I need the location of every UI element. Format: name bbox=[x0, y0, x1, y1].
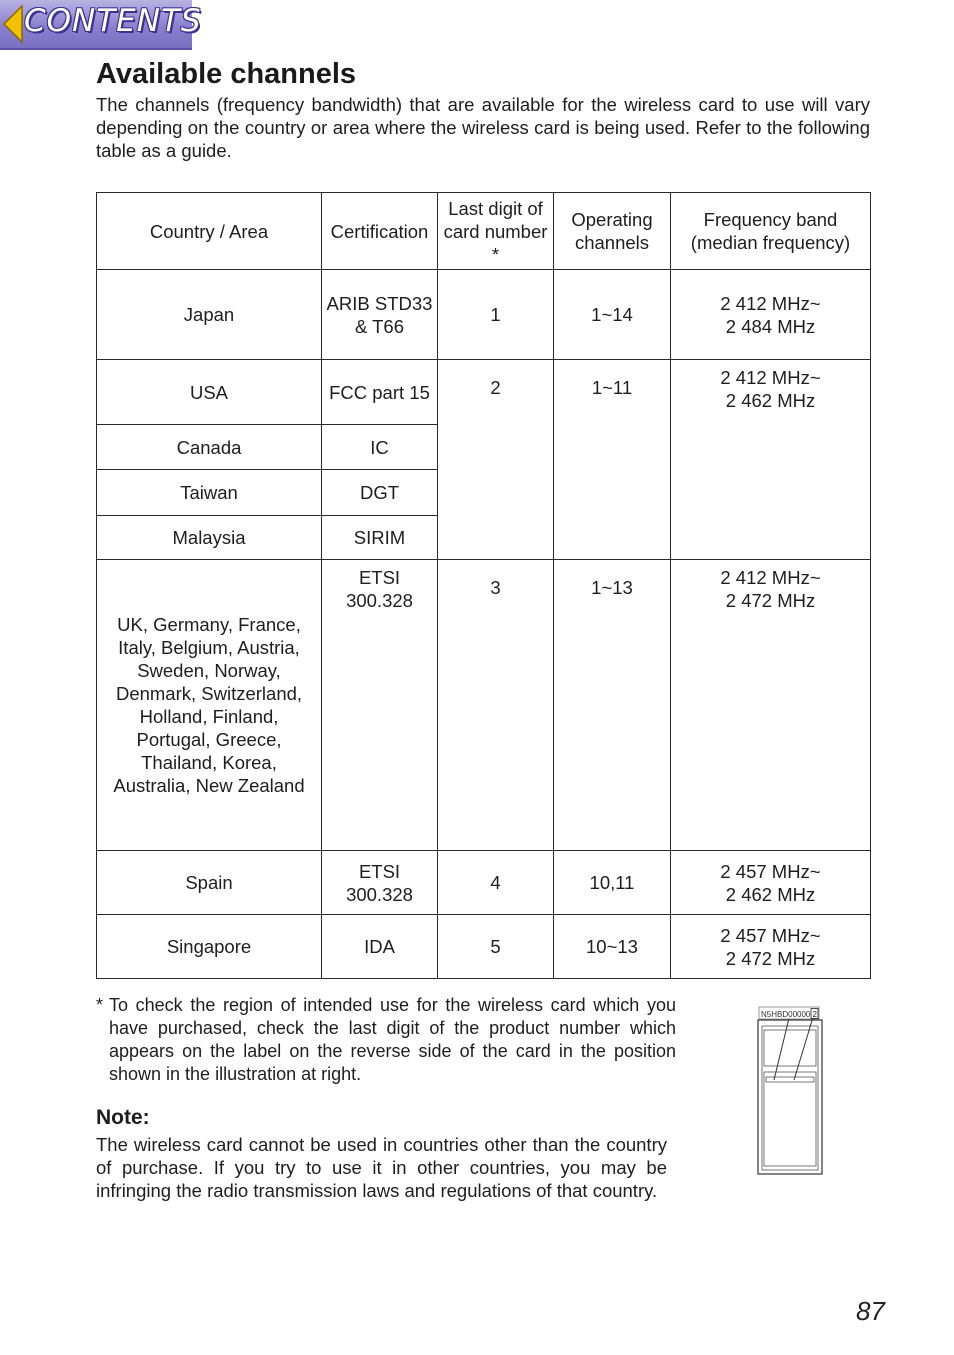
cell-digit: 2 bbox=[438, 360, 554, 560]
page-number: 87 bbox=[856, 1296, 885, 1326]
cell-digit: 5 bbox=[438, 915, 554, 979]
label-text: N5HBD00000 bbox=[761, 1010, 811, 1019]
cell-country: USA bbox=[97, 360, 322, 425]
frequency-high: 2 472 MHz bbox=[725, 590, 816, 611]
wireless-card-illustration bbox=[752, 1000, 832, 1180]
label-digit: 2 bbox=[812, 1010, 817, 1019]
cell-channels: 10~13 bbox=[554, 915, 671, 979]
cell-country: Taiwan bbox=[97, 470, 322, 516]
frequency-low: 2 412 MHz~ bbox=[720, 367, 821, 388]
footnote-marker: * bbox=[96, 995, 104, 1015]
channels-table bbox=[96, 192, 871, 979]
footnote-text: To check the region of intended use for the wireless card which you have purchased, check the last digit of the product number which appears on the label on the reverse side of the card in the position shown in the illustration at right. bbox=[109, 995, 676, 1084]
cell-certification: ARIB STD33 & T66 bbox=[322, 270, 438, 360]
cell-frequency bbox=[671, 360, 871, 560]
cell-channels: 1~13 bbox=[554, 560, 671, 851]
cell-country: Singapore bbox=[97, 915, 322, 979]
cell-frequency bbox=[671, 560, 871, 851]
cell-certification: SIRIM bbox=[322, 516, 438, 560]
header-channels: Operating channels bbox=[554, 193, 671, 270]
cell-digit: 3 bbox=[438, 560, 554, 851]
cell-channels: 10,11 bbox=[554, 851, 671, 915]
frequency-low: 2 457 MHz~ bbox=[720, 924, 821, 946]
card-body bbox=[758, 1020, 822, 1174]
cell-channels: 1~14 bbox=[554, 270, 671, 360]
contents-button[interactable] bbox=[0, 0, 202, 48]
left-arrow-icon bbox=[2, 4, 24, 44]
frequency-low: 2 412 MHz~ bbox=[720, 292, 821, 314]
header-country: Country / Area bbox=[97, 193, 322, 270]
note-title: Note: bbox=[96, 1106, 150, 1129]
header-certification: Certification bbox=[322, 193, 438, 270]
cell-country: Japan bbox=[97, 270, 322, 360]
cell-certification: IC bbox=[322, 425, 438, 470]
cell-channels: 1~11 bbox=[554, 360, 671, 560]
page-title: Available channels bbox=[96, 58, 357, 90]
header-frequency: Frequency band (median frequency) bbox=[671, 193, 871, 270]
cell-digit: 4 bbox=[438, 851, 554, 915]
frequency-high: 2 462 MHz bbox=[725, 883, 816, 905]
cell-country: Malaysia bbox=[97, 516, 322, 560]
cell-certification: FCC part 15 bbox=[322, 360, 438, 425]
header-last-digit: Last digit of card number * bbox=[438, 193, 554, 270]
contents-label: CONTENTS bbox=[24, 3, 202, 39]
cell-certification: DGT bbox=[322, 470, 438, 516]
cell-country: UK, Germany, France, Italy, Belgium, Austria, Sweden, Norway, Denmark, Switzerland, Holland, Finland, Portugal, Greece, Thailand, Korea, Australia, New Zealand bbox=[97, 560, 322, 851]
frequency-high: 2 462 MHz bbox=[725, 390, 816, 411]
cell-frequency bbox=[671, 270, 871, 360]
cell-frequency bbox=[671, 915, 871, 979]
table-row bbox=[97, 270, 871, 360]
table-row bbox=[97, 915, 871, 979]
cell-certification: ETSI 300.328 bbox=[322, 560, 438, 851]
table-row bbox=[97, 560, 871, 851]
cell-certification: IDA bbox=[322, 915, 438, 979]
table-row bbox=[97, 851, 871, 915]
frequency-high: 2 472 MHz bbox=[725, 947, 816, 969]
cell-country: Canada bbox=[97, 425, 322, 470]
cell-frequency bbox=[671, 851, 871, 915]
note-text: The wireless card cannot be used in countries other than the country of purchase. If you try to use it in other countries, you may be infringing the radio transmission laws and regulations of that country. bbox=[96, 1134, 667, 1201]
cell-country: Spain bbox=[97, 851, 322, 915]
frequency-high: 2 484 MHz bbox=[725, 315, 816, 337]
intro-paragraph: The channels (frequency bandwidth) that are available for the wireless card to use will vary depending on the country or area where the wireless card is being used. Refer to the following table as a guide. bbox=[96, 94, 870, 161]
frequency-low: 2 412 MHz~ bbox=[720, 567, 821, 588]
footnote bbox=[96, 994, 676, 1086]
cell-certification: ETSI 300.328 bbox=[322, 851, 438, 915]
cell-digit: 1 bbox=[438, 270, 554, 360]
frequency-low: 2 457 MHz~ bbox=[720, 860, 821, 882]
table-row bbox=[97, 360, 871, 425]
table-header-row bbox=[97, 193, 871, 270]
